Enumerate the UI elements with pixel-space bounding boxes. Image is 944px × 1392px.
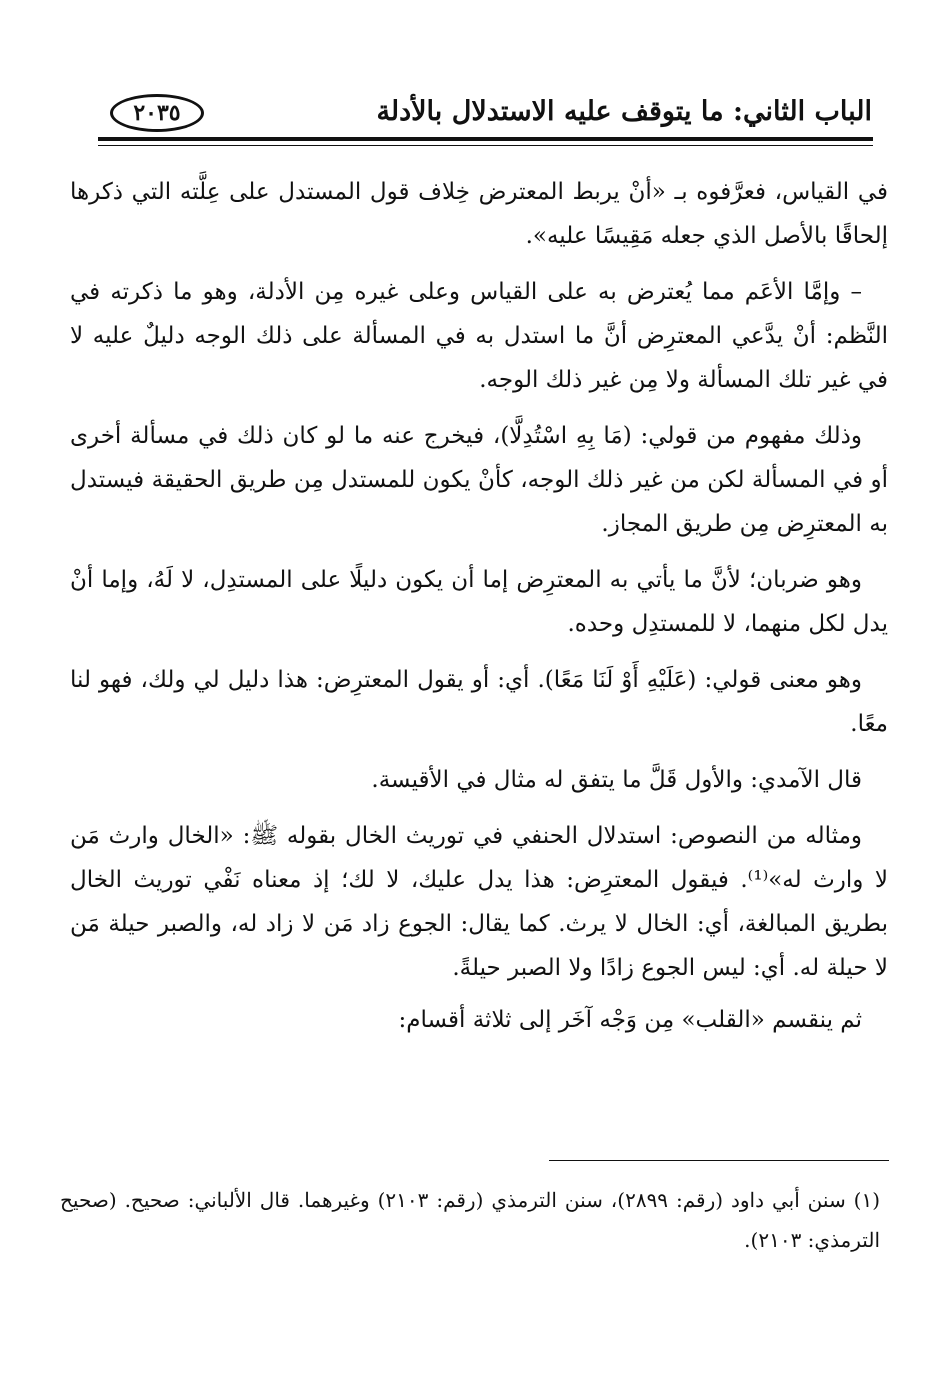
footnote-text: (١) سنن أبي داود (رقم: ٢٨٩٩)، سنن الترمذي (رقم: ٢١٠٣) وغيرهما. قال الألباني: صحيح. (صحيح الترمذي: ٢١٠٣). (60, 1188, 880, 1252)
page-header (98, 92, 872, 132)
paragraph: في القياس، فعرَّفوه بـ «أنْ يربط المعترض خِلاف قول المستدل على عِلَّته التي ذكرها إلحاقًا بالأصل الذي جعله مَقِيسًا عليه». (70, 179, 888, 249)
header-rule-thin (98, 145, 873, 146)
paragraph: وهو معنى قولي: (عَلَيْهِ أَوْ لَنَا مَعًا). أي: أو يقول المعترِض: هذا دليل لي ولك، فهو لنا معًا. (70, 667, 888, 737)
running-title: الباب الثاني: ما يتوقف عليه الاستدلال بالأدلة (376, 96, 872, 127)
page-number: ٢٠٣٥ (110, 94, 204, 132)
paragraph: وذلك مفهوم من قولي: (مَا بِهِ اسْتُدِلَّا)، فيخرج عنه ما لو كان ذلك في مسألة أخرى أو في المسألة لكن من غير ذلك الوجه، كأنْ يكون للمستدل مِن طريق الحقيقة فيستدل به المعترِض مِن طريق المجاز. (70, 423, 888, 537)
paragraph: ومثاله من النصوص: استدلال الحنفي في توريث الخال بقوله ﷺ: «الخال وارث مَن لا وارث له»⁽¹⁾. فيقول المعترِض: هذا يدل عليك، لا لك؛ إذ معناه نَفْي توريث الخال بطريق المبالغة، أي: الخال لا يرث. كما يقال: الجوع زاد مَن لا زاد له، والصبر حيلة مَن لا حيلة له. أي: ليس الجوع زادًا ولا الصبر حيلةً. (70, 823, 889, 981)
body-text (70, 170, 888, 1054)
footnote (60, 1180, 880, 1260)
paragraph: وهو ضربان؛ لأنَّ ما يأتي به المعترِض إما أن يكون دليلًا على المستدِل، لا لَهُ، وإما أنْ يدل لكل منهما، لا للمستدِل وحده. (70, 567, 888, 637)
paragraph: قال الآمدي: والأول قَلَّ ما يتفق له مثال في الأقيسة. (371, 767, 862, 793)
paragraph: – وإمَّا الأعَم مما يُعترض به على القياس وعلى غيره مِن الأدلة، وهو ما ذكرته في النَّظم: أنْ يدَّعي المعترِض أنَّ ما استدل به في المسألة على ذلك الوجه دليلٌ عليه لا في غير تلك المسألة ولا مِن غير ذلك الوجه. (70, 279, 888, 393)
footnote-separator (549, 1160, 889, 1161)
paragraph: ثم ينقسم «القلب» مِن وَجْه آخَر إلى ثلاثة أقسام: (398, 1007, 862, 1033)
header-rule (98, 137, 873, 141)
